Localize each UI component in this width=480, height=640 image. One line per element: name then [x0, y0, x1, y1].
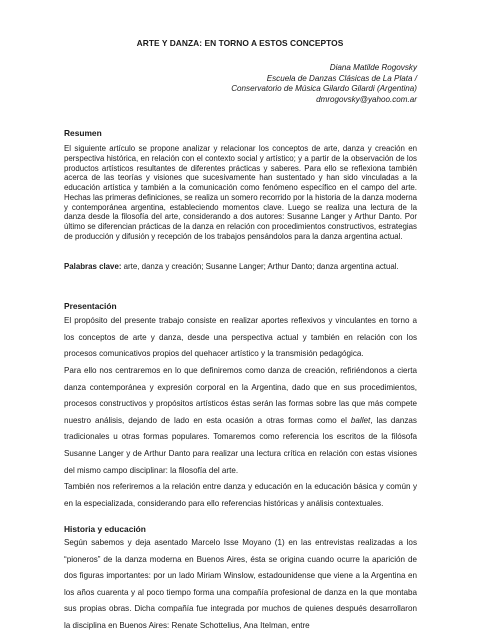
- author-name: Diana Matilde Rogovsky: [329, 63, 417, 72]
- resumen-text: El siguiente artículo se propone analizar y relacionar los conceptos de arte, danza y creación en perspectiva histórica, en relación con el contexto social y artístico; y a partir de la observación de los productos artísticos resultantes de diferentes prácticas y saberes. Para ello se reflexiona también acerca de las teorías y visiones que sucesivamente han sustentado y han sido vinculadas a la educación artística y también a la comunicación como fenómeno específico en el campo del arte. Hechas las primeras definiciones, se realiza un somero recorrido por la historia de la danza moderna y contemporánea argentina, estableciendo momentos clave. Luego se realiza una lectura de la danza desde la filosofía del arte, considerando a dos autores: Susanne Langer y Arthur Danto. Por último se diferencian prácticas de la danza en relación con procedimientos constructivos, estrategias de producción y difusión y recepción de los trabajos pensándolos para la danza argentina actual.: [64, 144, 417, 241]
- resumen-heading: Resumen: [64, 128, 102, 138]
- author-email: dmrogovsky@yahoo.com.ar: [316, 94, 417, 104]
- paragraph-text: , las danzas tradicionales u otras formas populares. Tomaremos como referencia los escritos de la filósofa Susanne Langer y de Arthur Danto para realizar una lectura crítica en relación con estas visiones del mismo campo disciplinar: la filosofía del arte.: [64, 415, 417, 475]
- author-affiliation: Conservatorio de Música Gilardo Gilardi (Argentina): [231, 84, 417, 94]
- article-title: ARTE Y DANZA: EN TORNO A ESTOS CONCEPTOS: [136, 38, 344, 48]
- presentacion-paragraph: [64, 363, 417, 479]
- emphasis-text: ballet: [350, 415, 371, 425]
- presentacion-paragraph: También nos referiremos a la relación entre danza y educación en la educación básica y común y en la especializada, considerando para ello referencias históricas y análisis contextuales.: [64, 482, 417, 508]
- historia-heading: Historia y educación: [64, 524, 146, 534]
- historia-paragraph: Según sabemos y deja asentado Marcelo Isse Moyano (1) en las entrevistas realizadas a los “pioneros” de la danza moderna en Buenos Aires, ésta se origina cuando ocurre la aparición de dos figuras importantes: por un lado Miriam Winslow, estadounidense que viene a la Argentina en los años cuarenta y al poco tiempo forma una compañía profesional de danza en la que montaba sus propias obras. Dicha compañía fue integrada por muchos de quienes después desarrollaron la disciplina en Buenos Aires: Renate Schottelius, Ana Itelman, entre: [64, 538, 417, 630]
- keywords: [64, 262, 424, 271]
- keywords-label: Palabras clave:: [64, 262, 122, 271]
- keywords-text: arte, danza y creación; Susanne Langer; Arthur Danto; danza argentina actual.: [121, 262, 399, 271]
- presentacion-paragraph: El propósito del presente trabajo consiste en realizar aportes reflexivos y vinculantes en torno a los conceptos de arte y danza, desde una perspectiva actual y también en relación con los procesos comunicativos propios del quehacer artístico y la transmisión pedagógica.: [64, 316, 417, 359]
- paragraph-text: Para ello nos centraremos en lo que definiremos como danza de creación, refiriéndonos a cierta danza contemporánea y expresión corporal en la Argentina, dado que en sus procedimientos, procesos constructivos y propósitos artísticos éstas serán las formas sobre las que más compete nuestro análisis, dejando de lado en esta ocasión a otras formas como el: [64, 366, 417, 425]
- author-block: [231, 63, 417, 105]
- presentacion-heading: Presentación: [64, 301, 117, 311]
- author-affiliation: Escuela de Danzas Clásicas de La Plata /: [266, 73, 417, 83]
